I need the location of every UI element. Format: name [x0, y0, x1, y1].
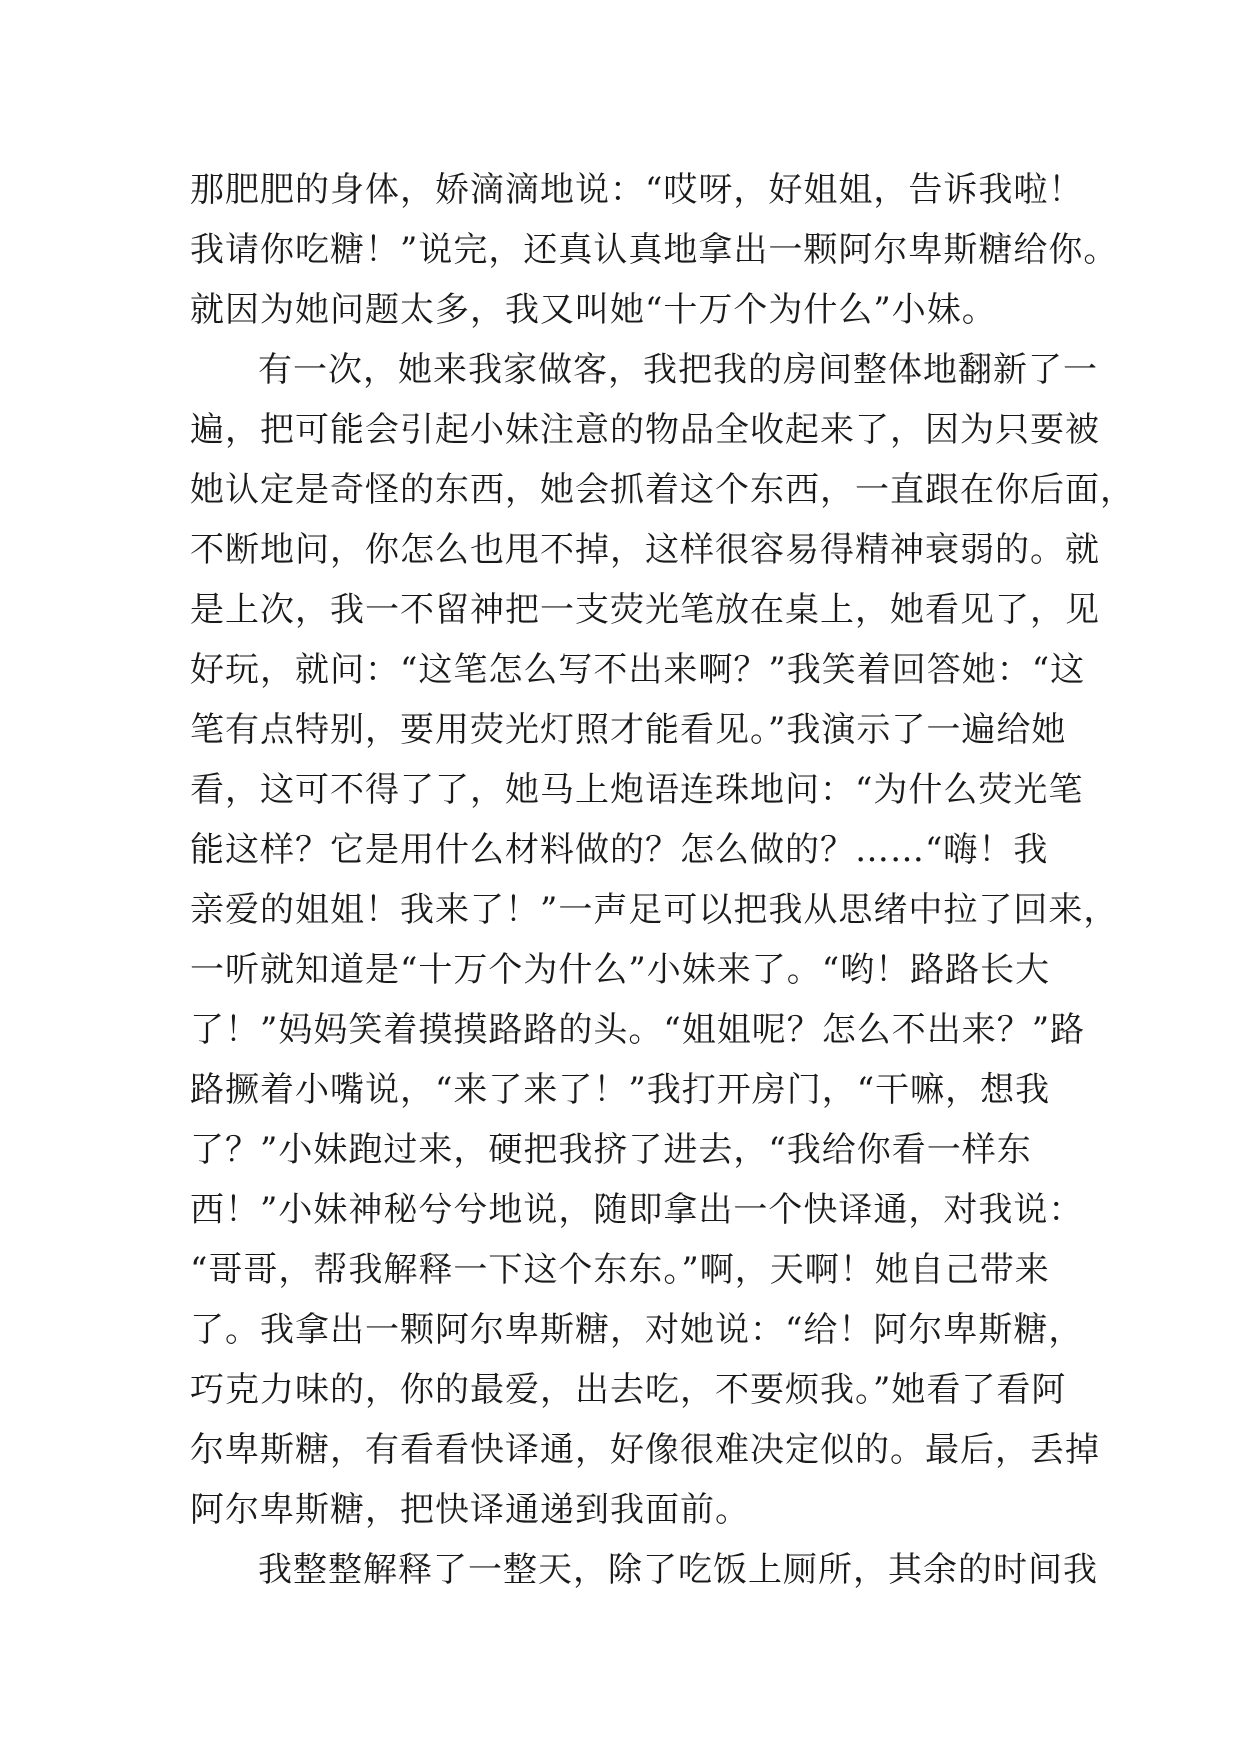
text-line: 那肥肥的身体，娇滴滴地说：“哎呀，好姐姐，告诉我啦！	[190, 170, 1084, 210]
text-line: 了！”妈妈笑着摸摸路路的头。“姐姐呢？怎么不出来？”路	[190, 1010, 1086, 1050]
text-line: 好玩，就问：“这笔怎么写不出来啊？”我笑着回答她：“这	[190, 650, 1086, 690]
text-line: 我请你吃糖！”说完，还真认真地拿出一颗阿尔卑斯糖给你。	[190, 230, 1119, 270]
text-line: 看，这可不得了了，她马上炮语连珠地问：“为什么荧光笔	[190, 770, 1084, 810]
text-line: 巧克力味的，你的最爱，出去吃，不要烦我。”她看了看阿	[190, 1370, 1067, 1410]
text-line: 西！”小妹神秘兮兮地说，随即拿出一个快译通，对我说：	[190, 1190, 1084, 1230]
text-line: 了？”小妹跑过来，硬把我挤了进去，“我给你看一样东	[190, 1130, 1032, 1170]
text-line: 亲爱的姐姐！我来了！”一声足可以把我从思绪中拉了回来，	[190, 890, 1119, 930]
text-line: 尔卑斯糖，有看看快译通，好像很难决定似的。最后，丢掉	[190, 1430, 1100, 1470]
text-line: “哥哥，帮我解释一下这个东东。”啊，天啊！她自己带来	[190, 1250, 1050, 1290]
text-line: 能这样？它是用什么材料做的？怎么做的？……“嗨！我	[190, 830, 1049, 870]
text-line: 阿尔卑斯糖，把快译通递到我面前。	[190, 1490, 750, 1530]
body-text	[190, 160, 1135, 1600]
text-line: 笔有点特别，要用荧光灯照才能看见。”我演示了一遍给她	[190, 710, 1067, 750]
text-line: 一听就知道是“十万个为什么”小妹来了。“哟！路路长大	[190, 950, 1051, 990]
text-line: 是上次，我一不留神把一支荧光笔放在桌上，她看见了，见	[190, 590, 1100, 630]
text-line: 路撅着小嘴说，“来了来了！”我打开房门，“干嘛，想我	[190, 1070, 1051, 1110]
text-line: 就因为她问题太多，我又叫她“十万个为什么”小妹。	[190, 290, 997, 330]
text-line: 不断地问，你怎么也甩不掉，这样很容易得精神衰弱的。就	[190, 530, 1100, 570]
text-line: 了。我拿出一颗阿尔卑斯糖，对她说：“给！阿尔卑斯糖，	[190, 1310, 1084, 1350]
text-line: 她认定是奇怪的东西，她会抓着这个东西，一直跟在你后面，	[190, 470, 1135, 510]
paragraph-start-line: 我整整解释了一整天，除了吃饭上厕所，其余的时间我	[258, 1550, 1098, 1590]
text-line: 遍，把可能会引起小妹注意的物品全收起来了，因为只要被	[190, 410, 1100, 450]
paragraph-start-line: 有一次，她来我家做客，我把我的房间整体地翻新了一	[258, 350, 1098, 390]
